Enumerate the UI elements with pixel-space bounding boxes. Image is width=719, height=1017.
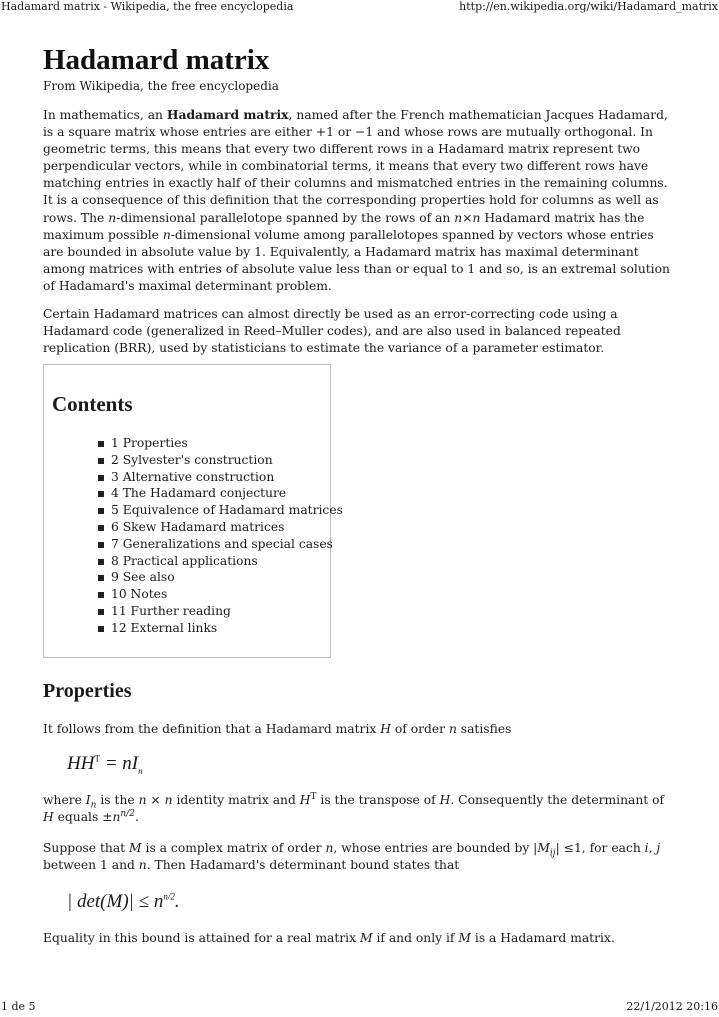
toc-item-notes[interactable]: 10 Notes bbox=[98, 586, 343, 603]
page-title: Hadamard matrix bbox=[43, 44, 270, 76]
toc-item-external-links[interactable]: 12 External links bbox=[98, 620, 343, 637]
article-content bbox=[43, 43, 678, 946]
toc-item-properties[interactable]: 1 Properties bbox=[98, 435, 343, 452]
site-tagline: From Wikipedia, the free encyclopedia bbox=[43, 79, 279, 93]
toc-item-applications[interactable]: 8 Practical applications bbox=[98, 553, 343, 570]
toc-title: Contents bbox=[52, 392, 133, 416]
properties-paragraph-4: Equality in this bound is attained for a real matrix M if and only if M is a Hadamard matrix. bbox=[43, 931, 615, 946]
properties-paragraph-3: Suppose that M is a complex matrix of order n, whose entries are bounded by $|M_{ij}| \le 1$, for each i, j between 1 and n. Then Hadamard's determinant bound states that bbox=[43, 841, 661, 873]
toc-item-conjecture[interactable]: 4 The Hadamard conjecture bbox=[98, 485, 343, 502]
toc-list bbox=[98, 435, 343, 637]
toc-item-alternative[interactable]: 3 Alternative construction bbox=[98, 469, 343, 486]
bold-term: Hadamard matrix bbox=[166, 107, 289, 122]
equation-determinant-bound: | $\det(M)| \le n^{n/2}$. bbox=[67, 891, 180, 913]
print-header-title: Hadamard matrix - Wikipedia, the free encyclopedia bbox=[1, 0, 294, 13]
print-footer-page: 1 de 5 bbox=[1, 1000, 36, 1013]
toc-item-sylvester[interactable]: 2 Sylvester's construction bbox=[98, 452, 343, 469]
toc-item-further-reading[interactable]: 11 Further reading bbox=[98, 603, 343, 620]
ecc-paragraph: Certain Hadamard matrices can almost directly be used as an error-correcting code using a Hadamard code (generalized in Reed–Muller codes), and are also used in balanced repeated replication (BRR), used by statisticians to estimate the variance of a parameter estimator. bbox=[43, 307, 621, 356]
table-of-contents bbox=[43, 364, 343, 658]
print-footer-date: 22/1/2012 20:16 bbox=[626, 1000, 718, 1013]
toc-item-skew[interactable]: 6 Skew Hadamard matrices bbox=[98, 519, 343, 536]
intro-paragraph: In mathematics, an Hadamard matrix, named after the French mathematician Jacques Hadamard, is a square matrix whose entries are either +1 or −1 and whose rows are mutually orthogonal. In geometric terms, this means that every two different rows in a Hadamard matrix represent two perpendicular vectors, while in combinatorial terms, it means that every two different rows have matching entries in exactly half of their columns and mismatched entries in the remaining columns. It is a consequence of this definition that the corresponding properties hold for columns as well as rows. The n-dimensional parallelotope spanned by the rows of an n×n Hadamard matrix has the maximum possible n-dimensional volume among parallelotopes spanned by vectors whose entries are bounded in absolute value by 1. Equivalently, a Hadamard matrix has maximal determinant among matrices with entries of absolute value less than or equal to 1 and so, is an extremal solution of Hadamard's maximal determinant problem. bbox=[43, 107, 670, 293]
toc-item-equivalence[interactable]: 5 Equivalence of Hadamard matrices bbox=[98, 502, 343, 519]
print-header-url: http://en.wikipedia.org/wiki/Hadamard_matrix bbox=[459, 0, 718, 13]
toc-item-generalizations[interactable]: 7 Generalizations and special cases bbox=[98, 536, 343, 553]
properties-paragraph-2: where $I_n$ is the n × n identity matrix and $H^T$ is the transpose of H. Consequently the determinant of H equals $\pm n^{n/2}$. bbox=[43, 792, 665, 825]
equation-hh-transpose: $HH^T = nI_n$ bbox=[67, 753, 143, 776]
toc-item-see-also[interactable]: 9 See also bbox=[98, 569, 343, 586]
properties-section bbox=[43, 679, 678, 948]
properties-paragraph-1: It follows from the definition that a Hadamard matrix H of order n satisfies bbox=[43, 722, 512, 736]
properties-heading: Properties bbox=[43, 680, 132, 702]
